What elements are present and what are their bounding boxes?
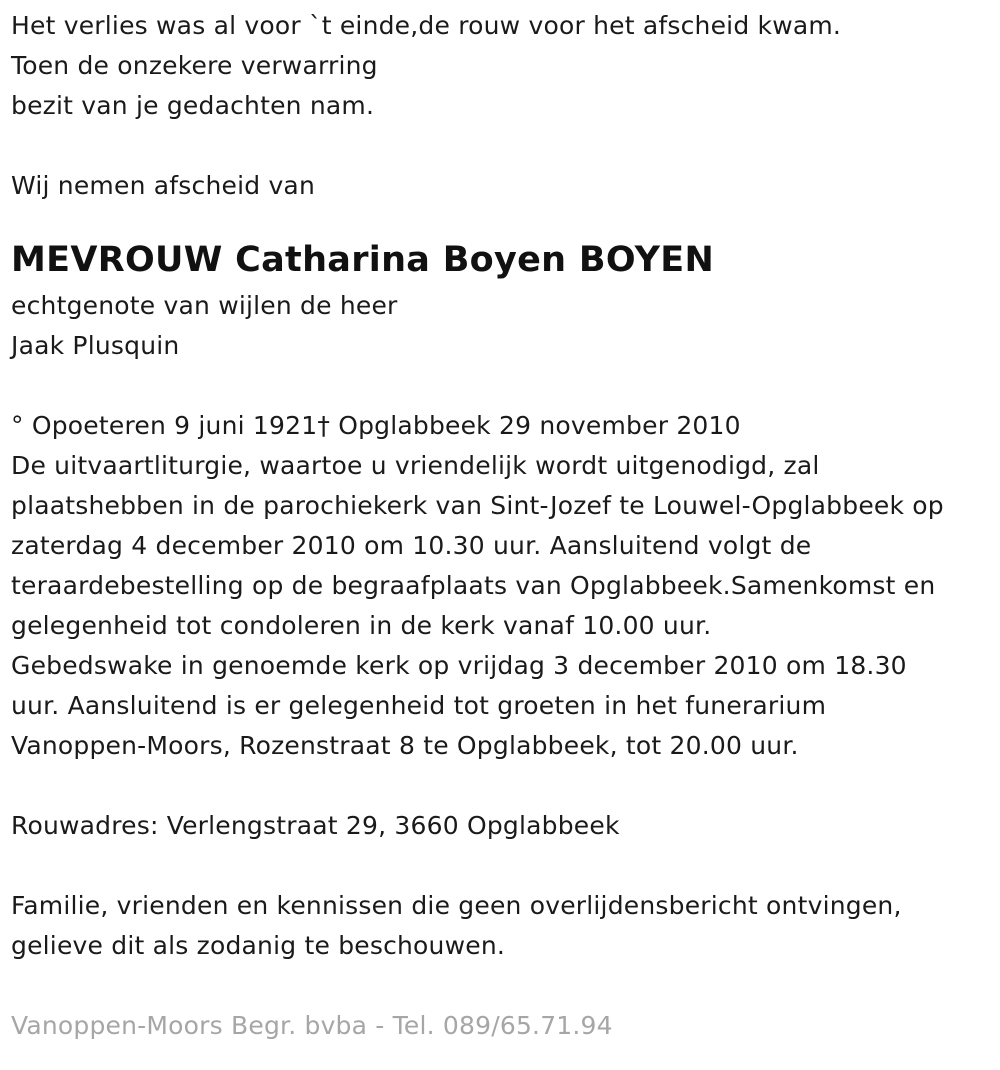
detail-line: zaterdag 4 december 2010 om 10.30 uur. Aansluitend volgt de [11, 531, 812, 560]
relation-line-2: Jaak Plusquin [11, 331, 180, 360]
spacer [11, 846, 991, 886]
spacer [11, 766, 991, 806]
detail-line: Gebedswake in genoemde kerk op vrijdag 3 december 2010 om 18.30 [11, 651, 907, 680]
detail-line: teraardebestelling op de begraafplaats van Opglabbeek.Samenkomst en [11, 571, 936, 600]
notice-line-1: Familie, vrienden en kennissen die geen overlijdensbericht ontvingen, [11, 891, 902, 920]
detail-line: Vanoppen-Moors, Rozenstraat 8 te Opglabbeek, tot 20.00 uur. [11, 731, 799, 760]
detail-line: plaatshebben in de parochiekerk van Sint-Jozef te Louwel-Opglabbeek op [11, 491, 944, 520]
poem-line-1: Het verlies was al voor `t einde,de rouw voor het afscheid kwam. [11, 11, 842, 40]
detail-line: De uitvaartliturgie, waartoe u vriendelijk wordt uitgenodigd, zal [11, 451, 820, 480]
detail-line: uur. Aansluitend is er gelegenheid tot groeten in het funerarium [11, 691, 827, 720]
deceased-name: MEVROUW Catharina Boyen BOYEN [11, 240, 715, 280]
mourning-address: Rouwadres: Verlengstraat 29, 3660 Opglabbeek [11, 811, 620, 840]
spacer [11, 966, 991, 1006]
detail-line: gelegenheid tot condoleren in de kerk vanaf 10.00 uur. [11, 611, 712, 640]
relation-line-1: echtgenote van wijlen de heer [11, 291, 398, 320]
spacer [11, 126, 991, 166]
obituary-notice [11, 6, 991, 1046]
birth-death-dates: ° Opoeteren 9 juni 1921† Opglabbeek 29 november 2010 [11, 411, 741, 440]
intro-text: Wij nemen afscheid van [11, 171, 315, 200]
spacer [11, 366, 991, 406]
poem-line-3: bezit van je gedachten nam. [11, 91, 375, 120]
poem-line-2: Toen de onzekere verwarring [11, 51, 378, 80]
funeral-home-footer: Vanoppen-Moors Begr. bvba - Tel. 089/65.71.94 [11, 1011, 613, 1040]
notice-line-2: gelieve dit als zodanig te beschouwen. [11, 931, 506, 960]
